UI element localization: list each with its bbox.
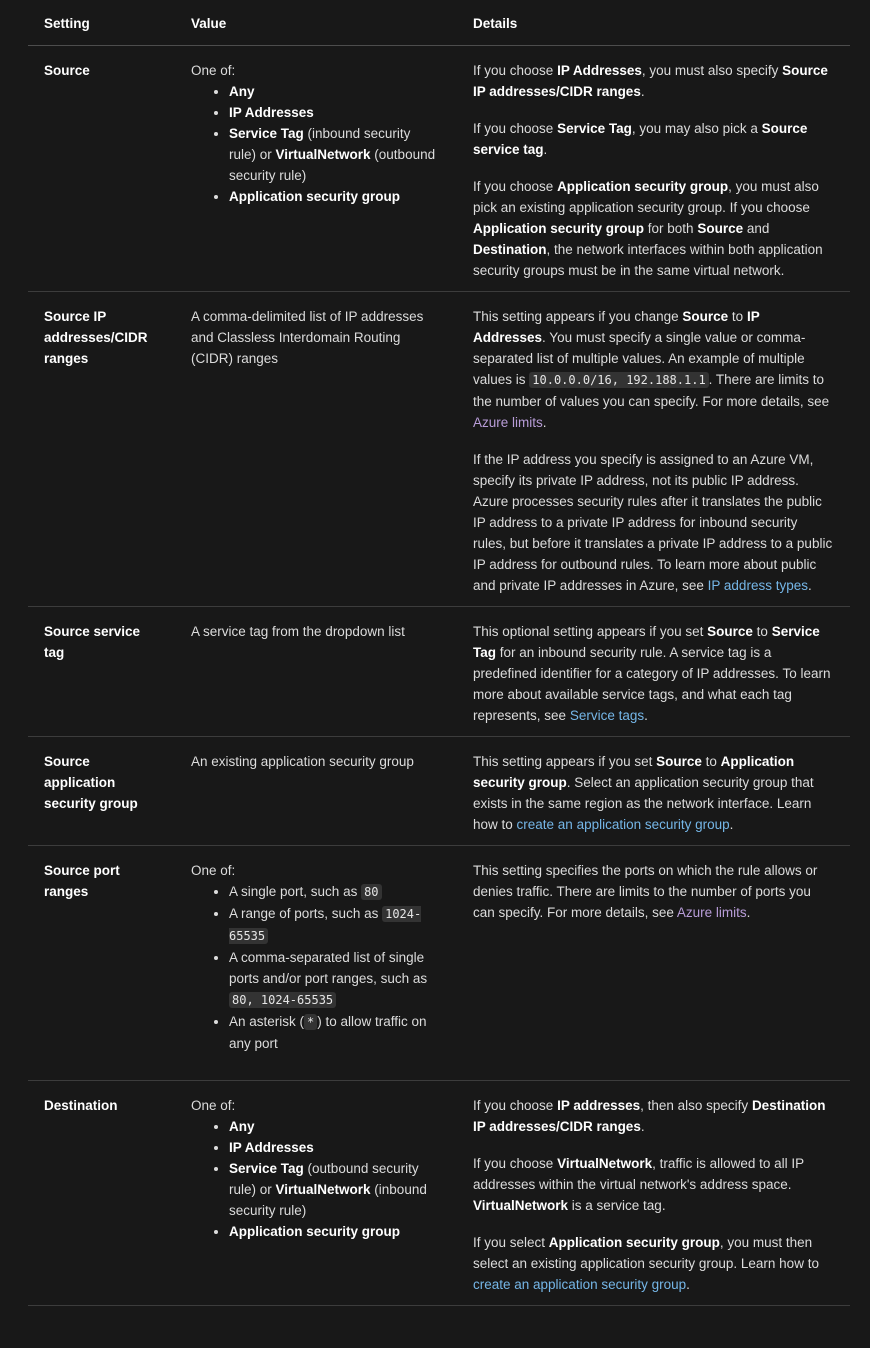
- list-item: • Service Tag (outbound security rule) or VirtualNetwork (inbound security rule): [229, 1158, 441, 1221]
- setting-details: [457, 292, 850, 607]
- list-item: • Service Tag (inbound security rule) or VirtualNetwork (outbound security rule): [229, 123, 441, 186]
- details-paragraph: If you choose VirtualNetwork, traffic is allowed to all IP addresses within the virtual network's address space. VirtualNetwork is a service tag.: [473, 1156, 804, 1213]
- setting-name: Destination: [28, 1081, 175, 1306]
- value-list: [191, 881, 441, 1054]
- setting-details: [457, 737, 850, 846]
- table-row: [28, 846, 850, 1081]
- list-item: • Application security group: [229, 1221, 441, 1242]
- details-paragraph: This setting appears if you set Source to Application security group. Select an application security group that exists in the same region as the network interface. Learn how to create an application security group.: [473, 754, 814, 832]
- list-item: • Any: [229, 1116, 441, 1137]
- inline-code: 10.0.0.0/16, 192.188.1.1: [529, 372, 708, 388]
- setting-value: An existing application security group: [175, 737, 457, 846]
- setting-name: Source service tag: [28, 607, 175, 737]
- create-asg-link[interactable]: create an application security group: [473, 1277, 687, 1292]
- table-header-row: [28, 0, 850, 46]
- table-row: [28, 292, 850, 607]
- create-asg-link[interactable]: create an application security group: [516, 817, 730, 832]
- details-paragraph: This setting appears if you change Source to IP Addresses. You must specify a single value or comma-separated list of multiple values. An example of multiple values is 10.0.0.0/16, 192.188.1.1 . There are limits to the number of values you can specify. For more details, see Azure limits.: [473, 309, 830, 430]
- list-item: • A single port, such as 80: [229, 881, 441, 903]
- list-item: • A range of ports, such as 1024-65535: [229, 903, 441, 947]
- details-paragraph: This optional setting appears if you set Source to Service Tag for an inbound security rule. A service tag is a predefined identifier for a category of IP addresses. To learn more about available service tags, and what each tag represents, see Service tags.: [473, 624, 831, 723]
- setting-name: Source port ranges: [28, 846, 175, 1081]
- setting-details: [457, 607, 850, 737]
- table-row: [28, 1081, 850, 1306]
- setting-name: Source: [28, 46, 175, 292]
- table-row: [28, 46, 850, 292]
- list-item: • An asterisk ( * ) to allow traffic on any port: [229, 1011, 441, 1054]
- inline-code: 80: [361, 884, 381, 900]
- azure-limits-link[interactable]: Azure limits: [473, 415, 543, 430]
- details-paragraph: If you choose Application security group, you must also pick an existing application security group. If you choose Application security group for both Source and Destination, the network interfaces within both application security groups must be in the same virtual network.: [473, 179, 823, 278]
- list-item: • Any: [229, 81, 441, 102]
- service-tags-link[interactable]: Service tags: [569, 708, 645, 723]
- setting-name: Source application security group: [28, 737, 175, 846]
- header-setting: Setting: [28, 0, 175, 46]
- value-intro: One of:: [191, 63, 236, 78]
- setting-name: Source IP addresses/CIDR ranges: [28, 292, 175, 607]
- setting-details: [457, 846, 850, 1081]
- details-paragraph: If you choose IP Addresses, you must also specify Source IP addresses/CIDR ranges.: [473, 63, 828, 99]
- details-paragraph: If you choose Service Tag, you may also pick a Source service tag.: [473, 121, 808, 157]
- value-intro: One of:: [191, 1098, 236, 1113]
- inline-code: *: [304, 1014, 317, 1030]
- setting-details: [457, 46, 850, 292]
- list-item: • Application security group: [229, 186, 441, 207]
- setting-value: A service tag from the dropdown list: [175, 607, 457, 737]
- setting-value: [175, 46, 457, 292]
- table-row: [28, 607, 850, 737]
- list-item: • IP Addresses: [229, 102, 441, 123]
- list-item: • IP Addresses: [229, 1137, 441, 1158]
- setting-value: [175, 846, 457, 1081]
- details-paragraph: If the IP address you specify is assigned to an Azure VM, specify its private IP address, not its public IP address. Azure processes security rules after it translates the public IP address to a private IP address for inbound security rules, but before it translates a private IP address to a public IP address for outbound rules. To learn more about public and private IP addresses in Azure, see IP address types.: [473, 452, 833, 593]
- value-list: [191, 1116, 441, 1242]
- setting-value: A comma-delimited list of IP addresses and Classless Interdomain Routing (CIDR) ranges: [175, 292, 457, 607]
- header-details: Details: [457, 0, 850, 46]
- details-paragraph: If you select Application security group, you must then select an existing application security group. Learn how to create an application security group.: [473, 1235, 819, 1292]
- details-paragraph: If you choose IP addresses, then also specify Destination IP addresses/CIDR ranges.: [473, 1098, 826, 1134]
- value-list: [191, 81, 441, 207]
- settings-table: [28, 0, 850, 1306]
- details-paragraph: This setting specifies the ports on which the rule allows or denies traffic. There are limits to the number of ports you can specify. For more details, see Azure limits.: [473, 863, 818, 920]
- table-row: [28, 737, 850, 846]
- header-value: Value: [175, 0, 457, 46]
- inline-code: 80, 1024-65535: [229, 992, 336, 1008]
- azure-limits-link[interactable]: Azure limits: [676, 905, 747, 920]
- setting-details: [457, 1081, 850, 1306]
- inline-code: 1024-65535: [229, 907, 422, 943]
- value-intro: One of:: [191, 863, 236, 878]
- list-item: • A comma-separated list of single ports and/or port ranges, such as 80, 1024-65535: [229, 947, 441, 1011]
- ip-address-types-link[interactable]: IP address types: [707, 578, 808, 593]
- setting-value: [175, 1081, 457, 1306]
